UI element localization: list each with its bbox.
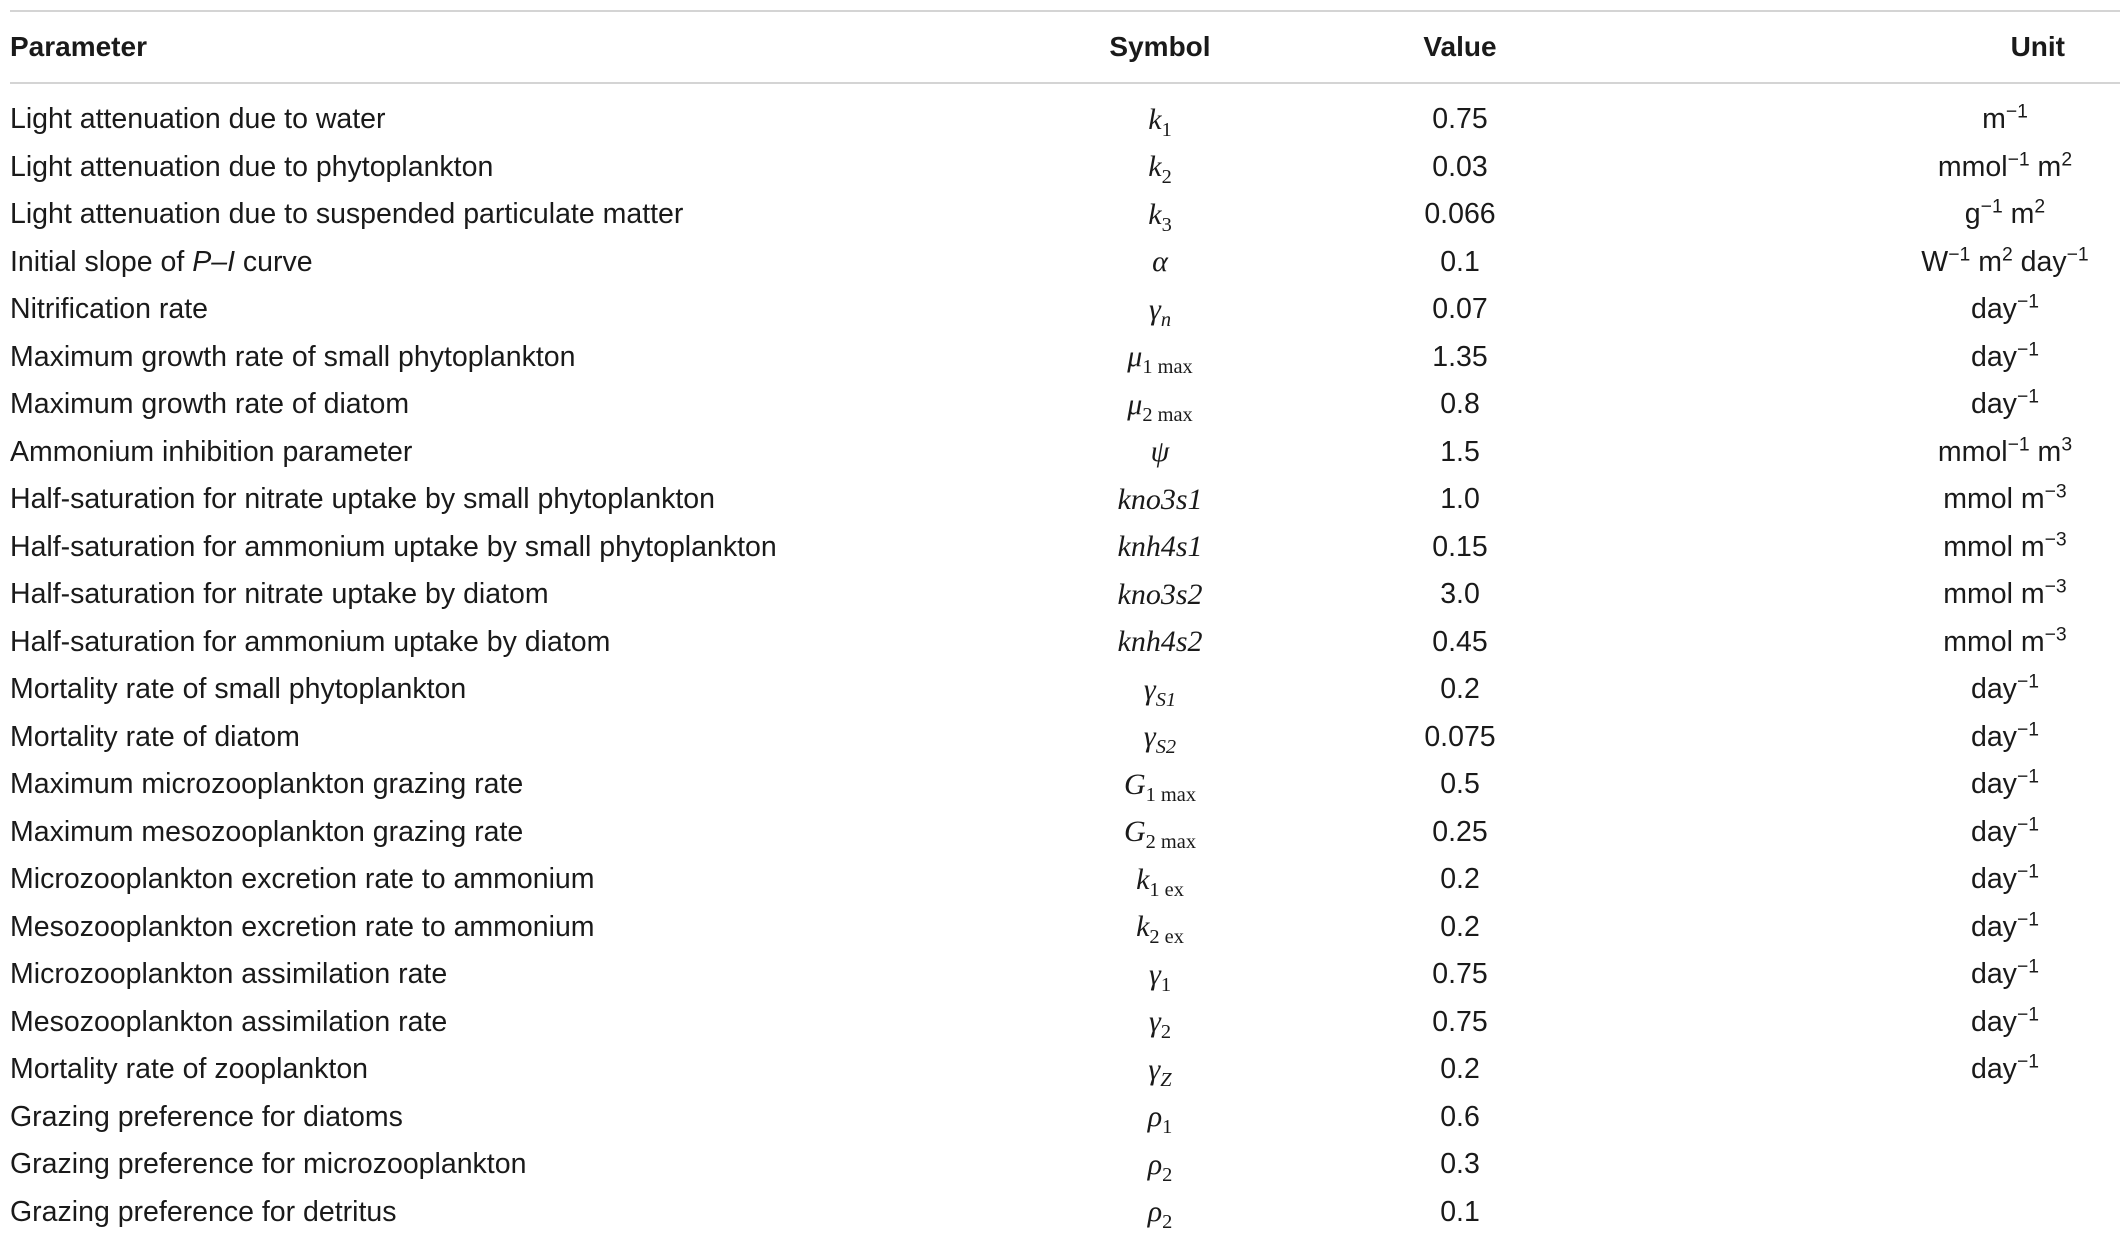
symbol-text: γ xyxy=(1144,673,1156,706)
cell-parameter xyxy=(10,911,1010,944)
symbol-text: μ xyxy=(1127,340,1142,373)
table-row xyxy=(10,286,2120,334)
cell-value: 0.1 xyxy=(1310,246,1610,279)
cell-parameter xyxy=(10,578,1010,611)
unit-superscript: −3 xyxy=(2045,623,2067,645)
unit-text: day xyxy=(1971,958,2017,990)
parameter-text: Microzooplankton assimilation rate xyxy=(10,958,447,990)
cell-unit xyxy=(1610,531,2120,564)
cell-unit xyxy=(1610,151,2120,184)
cell-parameter xyxy=(10,721,1010,754)
cell-parameter xyxy=(10,863,1010,896)
cell-unit xyxy=(1610,721,2120,754)
table-row xyxy=(10,1189,2120,1236)
cell-unit xyxy=(1610,293,2120,326)
cell-parameter xyxy=(10,1196,1010,1229)
symbol-text: ρ xyxy=(1148,1148,1162,1181)
unit-superscript: −1 xyxy=(2017,671,2039,693)
symbol-text: knh4s1 xyxy=(1118,530,1203,563)
symbol-subscript: 2 ex xyxy=(1149,926,1184,948)
cell-value: 0.8 xyxy=(1310,388,1610,421)
unit-text: m xyxy=(2030,151,2062,183)
unit-text: day xyxy=(1971,816,2017,848)
unit-superscript: −1 xyxy=(2017,1051,2039,1073)
symbol-subscript: 1 xyxy=(1162,119,1172,141)
cell-value: 1.5 xyxy=(1310,436,1610,469)
cell-symbol xyxy=(1010,388,1310,422)
cell-symbol xyxy=(1010,150,1310,184)
cell-symbol xyxy=(1010,435,1310,469)
unit-text: W xyxy=(1921,246,1948,278)
parameter-text: Maximum mesozooplankton grazing rate xyxy=(10,816,523,848)
symbol-text: k xyxy=(1148,198,1161,231)
cell-parameter xyxy=(10,436,1010,469)
cell-unit xyxy=(1610,198,2120,231)
unit-superscript: −1 xyxy=(2017,1003,2039,1025)
cell-symbol xyxy=(1010,340,1310,374)
symbol-subscript: S1 xyxy=(1156,689,1176,711)
cell-parameter xyxy=(10,388,1010,421)
cell-unit xyxy=(1610,816,2120,849)
unit-superscript: −1 xyxy=(2008,433,2030,455)
symbol-text: kno3s2 xyxy=(1118,578,1203,611)
table-row xyxy=(10,381,2120,429)
cell-unit xyxy=(1610,958,2120,991)
unit-text: mmol xyxy=(1938,151,2008,183)
header-value: Value xyxy=(1310,31,1610,63)
cell-unit xyxy=(1610,626,2120,659)
symbol-subscript: 1 ex xyxy=(1149,879,1184,901)
cell-parameter xyxy=(10,293,1010,326)
cell-symbol xyxy=(1010,1195,1310,1229)
cell-symbol xyxy=(1010,815,1310,849)
parameter-text: Light attenuation due to suspended particulate matter xyxy=(10,198,683,230)
symbol-subscript: 1 max xyxy=(1146,784,1196,806)
cell-value: 1.35 xyxy=(1310,341,1610,374)
cell-value: 0.075 xyxy=(1310,721,1610,754)
table-row xyxy=(10,951,2120,999)
unit-text: m xyxy=(1982,103,2006,135)
cell-symbol xyxy=(1010,1100,1310,1134)
symbol-text: ψ xyxy=(1151,435,1170,468)
unit-text: day xyxy=(1971,341,2017,373)
parameter-text: Mesozooplankton excretion rate to ammonium xyxy=(10,911,595,943)
table-row xyxy=(10,761,2120,809)
table-row xyxy=(10,1141,2120,1189)
parameter-text: Light attenuation due to water xyxy=(10,103,386,135)
cell-symbol xyxy=(1010,578,1310,612)
cell-symbol xyxy=(1010,483,1310,517)
symbol-text: γ xyxy=(1148,1053,1160,1086)
symbol-subscript: 1 xyxy=(1161,974,1171,996)
symbol-text: γ xyxy=(1144,720,1156,753)
cell-value: 0.2 xyxy=(1310,1053,1610,1086)
parameter-text: Half-saturation for nitrate uptake by diatom xyxy=(10,578,549,610)
symbol-text: k xyxy=(1148,103,1161,136)
cell-value: 0.2 xyxy=(1310,911,1610,944)
unit-superscript: −1 xyxy=(2067,243,2089,265)
cell-value: 1.0 xyxy=(1310,483,1610,516)
cell-parameter xyxy=(10,1053,1010,1086)
cell-symbol xyxy=(1010,910,1310,944)
cell-unit xyxy=(1610,673,2120,706)
symbol-text: k xyxy=(1136,863,1149,896)
cell-symbol xyxy=(1010,673,1310,707)
unit-superscript: −1 xyxy=(2017,766,2039,788)
cell-unit xyxy=(1610,483,2120,516)
parameter-text: Grazing preference for diatoms xyxy=(10,1101,403,1133)
cell-symbol xyxy=(1010,530,1310,564)
parameter-text: Mortality rate of zooplankton xyxy=(10,1053,368,1085)
cell-parameter xyxy=(10,531,1010,564)
parameter-text: Mesozooplankton assimilation rate xyxy=(10,1006,447,1038)
cell-value: 3.0 xyxy=(1310,578,1610,611)
symbol-subscript: 3 xyxy=(1162,214,1172,236)
parameter-text: Ammonium inhibition parameter xyxy=(10,436,412,468)
unit-text: mmol m xyxy=(1943,483,2044,515)
parameter-text: Mortality rate of diatom xyxy=(10,721,300,753)
cell-unit xyxy=(1610,863,2120,896)
parameter-text: Light attenuation due to phytoplankton xyxy=(10,151,493,183)
symbol-subscript: 2 max xyxy=(1142,404,1192,426)
cell-parameter xyxy=(10,626,1010,659)
cell-unit xyxy=(1610,1006,2120,1039)
cell-unit xyxy=(1610,911,2120,944)
cell-parameter xyxy=(10,483,1010,516)
cell-unit xyxy=(1610,578,2120,611)
symbol-text: μ xyxy=(1127,388,1142,421)
parameter-text: Half-saturation for ammonium uptake by diatom xyxy=(10,626,610,658)
cell-symbol xyxy=(1010,198,1310,232)
cell-unit xyxy=(1610,1148,2120,1181)
cell-symbol xyxy=(1010,768,1310,802)
unit-text: day xyxy=(1971,768,2017,800)
unit-superscript: −1 xyxy=(2017,861,2039,883)
parameter-text: Microzooplankton excretion rate to ammonium xyxy=(10,863,595,895)
parameter-text: Grazing preference for detritus xyxy=(10,1196,397,1228)
unit-superscript: −1 xyxy=(2017,718,2039,740)
unit-text: m xyxy=(2003,198,2035,230)
table-row xyxy=(10,856,2120,904)
unit-text: day xyxy=(1971,1053,2017,1085)
table-row xyxy=(10,619,2120,667)
parameter-text: Half-saturation for nitrate uptake by small phytoplankton xyxy=(10,483,715,515)
cell-parameter xyxy=(10,1101,1010,1134)
table-row xyxy=(10,571,2120,619)
unit-text: g xyxy=(1965,198,1981,230)
header-parameter: Parameter xyxy=(10,31,1010,63)
symbol-text: k xyxy=(1148,150,1161,183)
parameter-text: Nitrification rate xyxy=(10,293,208,325)
unit-superscript: −1 xyxy=(2008,148,2030,170)
parameter-text: Maximum growth rate of small phytoplankton xyxy=(10,341,576,373)
unit-superscript: −1 xyxy=(2017,338,2039,360)
table-row xyxy=(10,524,2120,572)
table-header-row xyxy=(10,12,2120,82)
unit-text: day xyxy=(1971,673,2017,705)
unit-superscript: −3 xyxy=(2045,576,2067,598)
symbol-subscript: 2 xyxy=(1162,1211,1172,1233)
unit-superscript: −1 xyxy=(1981,196,2003,218)
table-row xyxy=(10,714,2120,762)
unit-text: day xyxy=(1971,1006,2017,1038)
cell-unit xyxy=(1610,436,2120,469)
cell-unit xyxy=(1610,1101,2120,1134)
cell-symbol xyxy=(1010,958,1310,992)
parameter-text: Maximum microzooplankton grazing rate xyxy=(10,768,523,800)
symbol-text: ρ xyxy=(1148,1100,1162,1133)
cell-parameter xyxy=(10,1006,1010,1039)
cell-unit xyxy=(1610,1196,2120,1229)
cell-unit xyxy=(1610,1053,2120,1086)
cell-symbol xyxy=(1010,293,1310,327)
cell-symbol xyxy=(1010,245,1310,279)
cell-parameter xyxy=(10,246,1010,279)
table-row xyxy=(10,999,2120,1047)
cell-symbol xyxy=(1010,1053,1310,1087)
cell-symbol xyxy=(1010,720,1310,754)
cell-value: 0.3 xyxy=(1310,1148,1610,1181)
parameter-text: curve xyxy=(235,246,313,278)
symbol-subscript: 2 xyxy=(1161,1021,1171,1043)
symbol-text: kno3s1 xyxy=(1118,483,1203,516)
unit-superscript: −1 xyxy=(2017,291,2039,313)
table-row xyxy=(10,429,2120,477)
cell-unit xyxy=(1610,768,2120,801)
unit-text: mmol xyxy=(1938,436,2008,468)
symbol-text: ρ xyxy=(1148,1195,1162,1228)
header-symbol: Symbol xyxy=(1010,31,1310,63)
symbol-subscript: 2 xyxy=(1162,166,1172,188)
cell-value: 0.75 xyxy=(1310,1006,1610,1039)
symbol-subscript: 2 max xyxy=(1146,831,1196,853)
unit-superscript: −1 xyxy=(2017,813,2039,835)
unit-superscript: 2 xyxy=(2034,196,2045,218)
unit-text: mmol m xyxy=(1943,578,2044,610)
unit-superscript: 2 xyxy=(2002,243,2013,265)
cell-value: 0.03 xyxy=(1310,151,1610,184)
cell-value: 0.066 xyxy=(1310,198,1610,231)
table-row xyxy=(10,1046,2120,1094)
cell-unit xyxy=(1610,388,2120,421)
symbol-text: γ xyxy=(1149,958,1161,991)
table-row xyxy=(10,809,2120,857)
unit-text: day xyxy=(1971,721,2017,753)
cell-value: 0.15 xyxy=(1310,531,1610,564)
parameter-text: Grazing preference for microzooplankton xyxy=(10,1148,526,1180)
unit-superscript: −1 xyxy=(1948,243,1970,265)
cell-value: 0.6 xyxy=(1310,1101,1610,1134)
table-row xyxy=(10,144,2120,192)
cell-unit xyxy=(1610,341,2120,374)
cell-value: 0.07 xyxy=(1310,293,1610,326)
cell-value: 0.2 xyxy=(1310,673,1610,706)
cell-value: 0.1 xyxy=(1310,1196,1610,1229)
symbol-text: α xyxy=(1152,245,1168,278)
table-row xyxy=(10,666,2120,714)
table-row xyxy=(10,904,2120,952)
cell-parameter xyxy=(10,1148,1010,1181)
cell-symbol xyxy=(1010,863,1310,897)
cell-symbol xyxy=(1010,103,1310,137)
cell-parameter xyxy=(10,768,1010,801)
unit-text: day xyxy=(1971,911,2017,943)
parameter-text: Half-saturation for ammonium uptake by small phytoplankton xyxy=(10,531,777,563)
cell-value: 0.25 xyxy=(1310,816,1610,849)
table-row xyxy=(10,476,2120,524)
table-body xyxy=(10,96,2120,1236)
unit-superscript: 2 xyxy=(2061,148,2072,170)
symbol-subscript: n xyxy=(1161,309,1171,331)
unit-text: mmol m xyxy=(1943,626,2044,658)
symbol-subscript: 1 xyxy=(1162,1116,1172,1138)
table-row xyxy=(10,96,2120,144)
parameter-text: Maximum growth rate of diatom xyxy=(10,388,409,420)
unit-text: m xyxy=(1970,246,2002,278)
cell-unit xyxy=(1610,103,2120,136)
table-row xyxy=(10,191,2120,239)
cell-parameter xyxy=(10,341,1010,374)
parameter-text: Mortality rate of small phytoplankton xyxy=(10,673,466,705)
symbol-text: γ xyxy=(1149,293,1161,326)
parameter-text: Initial slope of xyxy=(10,246,192,278)
table-row xyxy=(10,334,2120,382)
symbol-subscript: 2 xyxy=(1162,1164,1172,1186)
table-row xyxy=(10,1094,2120,1142)
symbol-text: k xyxy=(1136,910,1149,943)
parameter-table xyxy=(10,10,2120,1236)
symbol-subscript: 1 max xyxy=(1142,356,1192,378)
unit-superscript: −3 xyxy=(2045,481,2067,503)
symbol-text: knh4s2 xyxy=(1118,625,1203,658)
table-row xyxy=(10,239,2120,287)
unit-superscript: 3 xyxy=(2061,433,2072,455)
unit-superscript: −1 xyxy=(2006,101,2028,123)
cell-value: 0.2 xyxy=(1310,863,1610,896)
cell-value: 0.5 xyxy=(1310,768,1610,801)
unit-text: day xyxy=(1971,388,2017,420)
unit-superscript: −3 xyxy=(2045,528,2067,550)
parameter-text: P–I xyxy=(192,246,235,278)
unit-superscript: −1 xyxy=(2017,386,2039,408)
symbol-subscript: Z xyxy=(1160,1069,1171,1091)
cell-value: 0.75 xyxy=(1310,958,1610,991)
cell-parameter xyxy=(10,816,1010,849)
cell-parameter xyxy=(10,151,1010,184)
unit-superscript: −1 xyxy=(2017,956,2039,978)
cell-value: 0.45 xyxy=(1310,626,1610,659)
cell-parameter xyxy=(10,103,1010,136)
cell-symbol xyxy=(1010,1005,1310,1039)
cell-parameter xyxy=(10,958,1010,991)
symbol-subscript: S2 xyxy=(1156,736,1176,758)
unit-text: day xyxy=(2013,246,2067,278)
symbol-text: γ xyxy=(1149,1005,1161,1038)
cell-parameter xyxy=(10,198,1010,231)
unit-superscript: −1 xyxy=(2017,908,2039,930)
cell-symbol xyxy=(1010,1148,1310,1182)
unit-text: day xyxy=(1971,293,2017,325)
cell-unit xyxy=(1610,246,2120,279)
symbol-text: G xyxy=(1124,768,1146,801)
header-unit: Unit xyxy=(1610,31,2120,63)
cell-symbol xyxy=(1010,625,1310,659)
symbol-text: G xyxy=(1124,815,1146,848)
cell-parameter xyxy=(10,673,1010,706)
unit-text: m xyxy=(2030,436,2062,468)
cell-value: 0.75 xyxy=(1310,103,1610,136)
unit-text: day xyxy=(1971,863,2017,895)
unit-text: mmol m xyxy=(1943,531,2044,563)
